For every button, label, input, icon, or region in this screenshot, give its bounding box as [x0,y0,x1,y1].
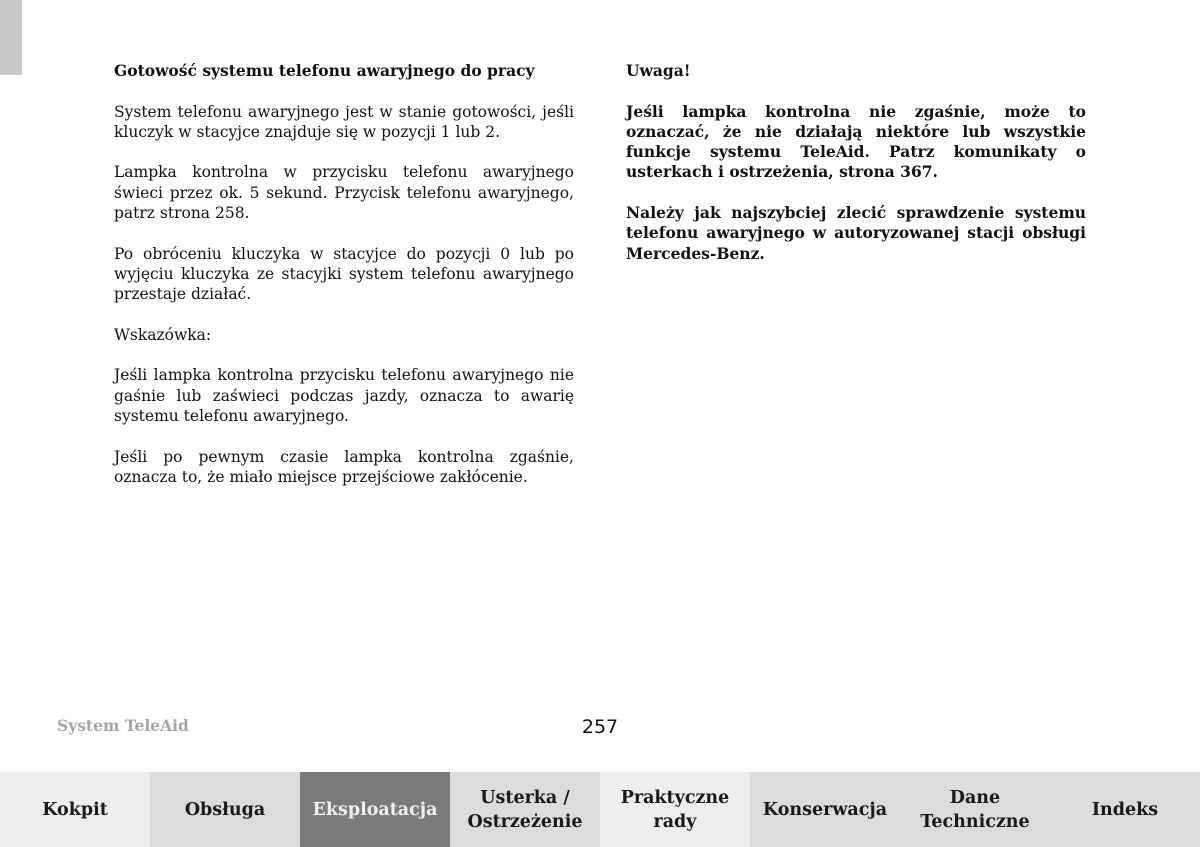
tab-konserwacja[interactable]: Konserwacja [750,772,900,847]
page-number: 257 [581,716,619,738]
tab-praktyczne-rady[interactable]: Praktyczne rady [600,772,750,847]
footer-section-label: System TeleAid [57,716,189,735]
note-label: Wskazówka: [114,325,212,344]
tab-usterka-ostrzezenie[interactable]: Usterka / Ostrzeżenie [450,772,600,847]
left-column [114,61,574,508]
paragraph-readiness: System telefonu awaryjnego jest w stanie gotowości, jeśli kluczyk w stacyjce znajduje się w pozycji 1 lub 2. [114,102,574,141]
tab-kokpit[interactable]: Kokpit [0,772,150,847]
warning-paragraph-functions: Jeśli lampka kontrolna nie zgaśnie, może to oznaczać, że nie działają niektóre lub wszystkie funkcje systemu TeleAid. Patrz komunikaty o usterkach i ostrzeżenia, strona 367. [626,101,1086,182]
page-edge-marker [0,0,22,75]
tab-obsluga[interactable]: Obsługa [150,772,300,847]
section-heading: Gotowość systemu telefonu awaryjnego do pracy [114,61,535,80]
warning-paragraph-service: Należy jak najszybciej zlecić sprawdzenie systemu telefonu awaryjnego w autoryzowanej stacji obsługi Mercedes-Benz. [626,203,1086,263]
paragraph-indicator-lamp: Lampka kontrolna w przycisku telefonu awaryjnego świeci przez ok. 5 sekund. Przycisk telefonu awaryjnego, patrz strona 258. [114,163,574,223]
right-column [626,61,1086,284]
paragraph-temporary-fault: Jeśli po pewnym czasie lampka kontrolna zgaśnie, oznacza to, że miało miejsce przejściowe zakłócenie. [114,447,574,486]
tab-eksploatacja[interactable]: Eksploatacja [300,772,450,847]
tab-indeks[interactable]: Indeks [1050,772,1200,847]
warning-label: Uwaga! [626,61,691,80]
chapter-navigation [0,772,1200,847]
tab-dane-techniczne[interactable]: Dane Techniczne [900,772,1050,847]
paragraph-key-removal: Po obróceniu kluczyka w stacyjce do pozycji 0 lub po wyjęciu kluczyka ze stacyjki system telefonu awaryjnego przestaje działać. [114,244,574,304]
paragraph-malfunction: Jeśli lampka kontrolna przycisku telefonu awaryjnego nie gaśnie lub zaświeci podczas jazdy, oznacza to awarię systemu telefonu awaryjnego. [114,366,574,426]
